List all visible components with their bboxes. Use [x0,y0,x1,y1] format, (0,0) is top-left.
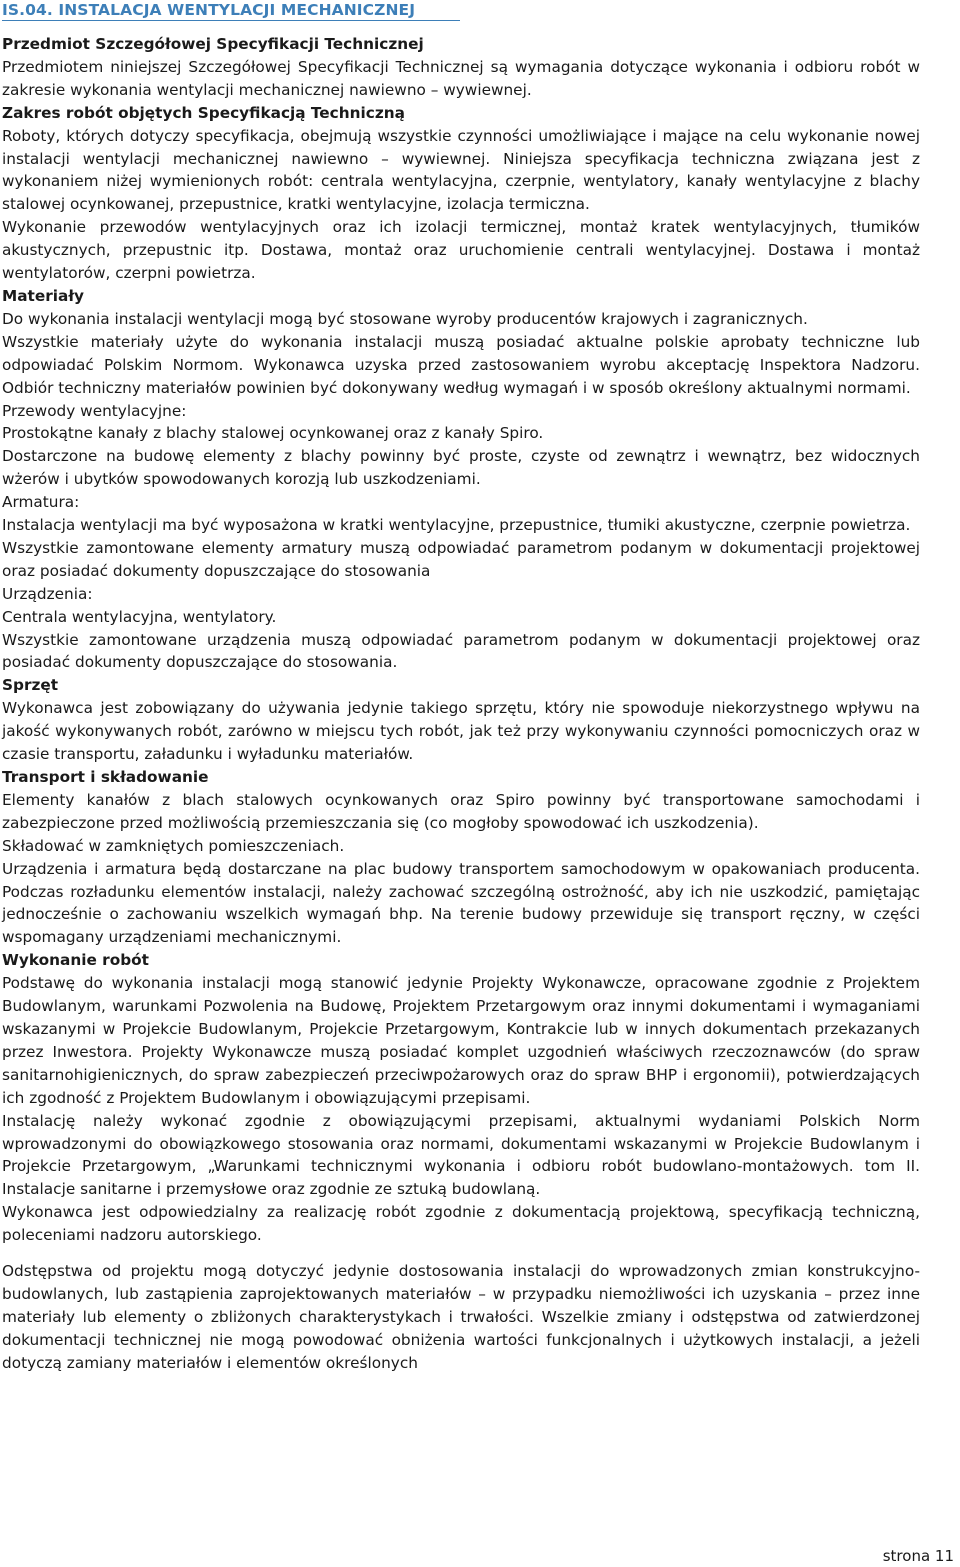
section-heading: Sprzęt [2,676,59,695]
paragraph: Wszystkie zamontowane elementy armatury muszą odpowiadać parametrom podanym w dokumentacji projektowej oraz posiadać dokumenty dopuszczające do stosowania [2,538,920,580]
document-title: IS.04. INSTALACJA WENTYLACJI MECHANICZNEJ [2,1,942,21]
document-body [2,33,920,1375]
paragraph: Urządzenia i armatura będą dostarczane na plac budowy transportem samochodowym w opakowaniach producenta. Podczas rozładunku elementów instalacji, należy zachować szczególną ostrożność, aby ich nie uszkodzić, pamiętając jednocześnie o zachowaniu wszelkich wymagań bhp. Na terenie budowy przewiduje się transport ręczny, w części wspomagany urządzeniami mechanicznymi. [2,859,920,947]
section-heading: Przedmiot Szczegółowej Specyfikacji Technicznej [2,35,424,53]
paragraph: Wykonawca jest odpowiedzialny za realizację robót zgodnie z dokumentacją projektową, specyfikacją techniczną, poleceniami nadzoru autorskiego. [2,1203,920,1245]
paragraph: Prostokątne kanały z blachy stalowej ocynkowanej oraz z kanały Spiro. [2,424,544,443]
paragraph: Odstępstwa od projektu mogą dotyczyć jedynie dostosowania instalacji do wprowadzonych zmian konstrukcyjno-budowlanych, lub zastąpienia zaprojektowanych materiałów – w przypadku niemożliwości ich uzyskania – przez inne materiały lub elementy o zbliżonych charakterystykach i trwałości. Wszelkie zmiany i odstępstwa od zatwierdzonej dokumentacji technicznej nie mogą powodować obniżenia wartości funkcjonalnych i użytkowych instalacji, a jeżeli dotyczą zamiany materiałów i elementów określonych [2,1262,920,1372]
section-heading: Transport i składowanie [2,768,209,786]
section-heading: Wykonanie robót [2,951,149,970]
paragraph: Wszystkie zamontowane urządzenia muszą odpowiadać parametrom podanym w dokumentacji projektowej oraz posiadać dokumenty dopuszczające do stosowania. [2,630,920,672]
paragraph: Instalację należy wykonać zgodnie z obowiązującymi przepisami, aktualnymi wydaniami Polskich Norm wprowadzonymi do obowiązkowego stosowania oraz normami, dokumentami wskazanymi w Projekcie Budowlanym i Projekcie Przetargowym, „Warunkami technicznymi wykonania i odbioru robót budowlano-montażowych. tom II. Instalacje sanitarne i przemysłowe oraz zgodnie ze sztuką budowlaną. [2,1111,920,1199]
paragraph: Wykonanie przewodów wentylacyjnych oraz ich izolacji termicznej, montaż kratek wentylacyjnych, tłumików akustycznych, przepustnic itp. Dostawa, montaż oraz uruchomienie centrali wentylacyjnej. Dostawa i montaż wentylatorów, czerpni powietrza. [2,218,920,283]
paragraph: Składować w zamkniętych pomieszczeniach. [2,836,345,855]
paragraph: Urządzenia: [2,584,93,603]
paragraph: Elementy kanałów z blach stalowych ocynkowanych oraz Spiro powinny być transportowane samochodami i zabezpieczone przed możliwością przemieszczania się (co mogłoby spowodować ich uszkodzenia). [2,790,920,832]
section-heading: Materiały [2,286,84,305]
paragraph: Armatura: [2,493,80,512]
paragraph: Wykonawca jest zobowiązany do używania jedynie takiego sprzętu, który nie spowoduje niekorzystnego wpływu na jakość wykonywanych robót, zarówno w miejscu tych robót, jak też przy wykonywaniu czynności pomocniczych oraz w czasie transportu, załadunku i wyładunku materiałów. [2,699,920,764]
page-number: strona 11 [882,1547,954,1565]
paragraph: Wszystkie materiały użyte do wykonania instalacji muszą posiadać aktualne polskie aprobaty techniczne lub odpowiadać Polskim Normom. Wykonawca uzyska przed zastosowaniem wyrobu akceptację Inspektora Nadzoru. Odbiór techniczny materiałów powinien być dokonywany według wymagań i w sposób określony aktualnymi normami. [2,332,920,397]
section-heading: Zakres robót objętych Specyfikacją Techniczną [2,103,405,122]
paragraph: Roboty, których dotyczy specyfikacja, obejmują wszystkie czynności umożliwiające i mające na celu wykonanie nowej instalacji wentylacji mechanicznej nawiewno – wywiewnej. Niniejsza specyfikacja techniczna związana jest z wykonaniem niżej wymienionych robót: centrala wentylacyjna, czerpnie, wentylatory, kanały wentylacyjne z blachy stalowej ocynkowanej, przepustnice, kratki wentylacyjne, izolacja termiczna. [2,126,920,214]
paragraph: Centrala wentylacyjna, wentylatory. [2,607,277,626]
paragraph-spacer [2,1247,920,1260]
paragraph: Podstawę do wykonania instalacji mogą stanowić jedynie Projekty Wykonawcze, opracowane zgodnie z Projektem Budowlanym, warunkami Pozwolenia na Budowę, Projektem Przetargowym oraz innymi dokumentami i wymaganiami wskazanymi w Projekcie Budowlanym, Projekcie Przetargowym, Kontrakcie lub w innych dokumentach przekazanych przez Inwestora. Projekty Wykonawcze muszą posiadać komplet uzgodnień właściwych rzeczoznawców (do spraw sanitarnohigienicznych, do spraw zabezpieczeń przeciwpożarowych oraz do spraw BHP i ergonomii), potwierdzających ich zgodność z Projektem Budowlanym i obowiązującymi przepisami. [2,974,920,1107]
paragraph: Dostarczone na budowę elementy z blachy powinny być proste, czyste od zewnątrz i wewnątrz, bez widocznych wżerów i ubytków spowodowanych korozją lub uszkodzeniami. [2,447,920,489]
paragraph: Do wykonania instalacji wentylacji mogą być stosowane wyroby producentów krajowych i zagranicznych. [2,309,808,328]
paragraph: Instalacja wentylacji ma być wyposażona w kratki wentylacyjne, przepustnice, tłumiki akustyczne, czerpnie powietrza. [2,516,911,535]
paragraph: Przewody wentylacyjne: [2,401,187,420]
paragraph: Przedmiotem niniejszej Szczegółowej Specyfikacji Technicznej są wymagania dotyczące wykonania i odbioru robót w zakresie wykonania wentylacji mechanicznej nawiewno – wywiewnej. [2,57,920,99]
